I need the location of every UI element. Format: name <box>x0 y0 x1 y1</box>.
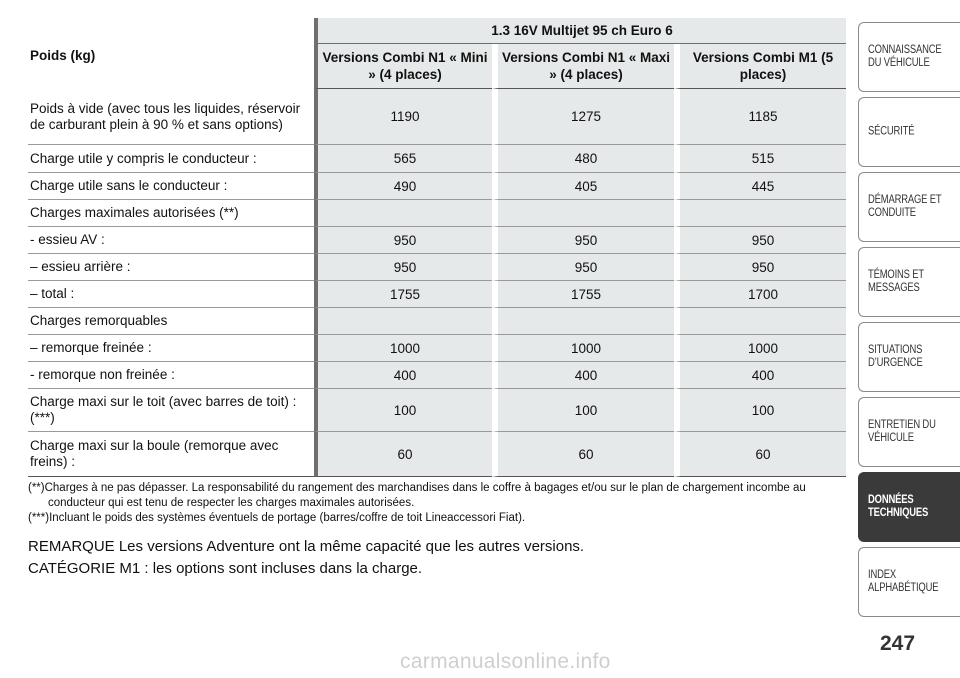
table-row <box>28 362 846 389</box>
footnote-charges-max: (**)Charges à ne pas dépasser. La responsabilité du rangement des marchandises dans le coffre à bagages et/ou sur le plan de chargement incombe au conducteur qui est tenu de respecter les charges maximales autorisées. <box>28 482 806 509</box>
row-label: Charge maxi sur la boule (remorque avec freins) : <box>28 432 314 477</box>
row-value-col1 <box>314 200 492 227</box>
chapter-sidebar <box>858 22 960 622</box>
table-row <box>28 200 846 227</box>
row-value-col3 <box>674 308 846 335</box>
row-value-col1: 1190 <box>314 89 492 145</box>
row-label: Charge maxi sur le toit (avec barres de toit) : (***) <box>28 389 314 432</box>
row-value-col3: 515 <box>674 145 846 173</box>
row-label: – remorque freinée : <box>28 335 314 362</box>
chapter-tab-label: DONNÉES TECHNIQUES <box>868 494 929 519</box>
table-row <box>28 227 846 254</box>
column-header-m1: Versions Combi M1 (5 places) <box>674 44 846 89</box>
chapter-tab[interactable] <box>858 172 960 242</box>
engine-header: 1.3 16V Multijet 95 ch Euro 6 <box>314 18 846 44</box>
row-value-col2: 480 <box>492 145 674 173</box>
column-header-n1-mini: Versions Combi N1 « Mini » (4 places) <box>314 44 492 89</box>
chapter-tab-label: TÉMOINS ET MESSAGES <box>868 269 924 294</box>
row-value-col2: 950 <box>492 254 674 281</box>
row-label: - essieu AV : <box>28 227 314 254</box>
row-value-col2: 405 <box>492 173 674 200</box>
row-value-col2: 1275 <box>492 89 674 145</box>
table-row <box>28 432 846 477</box>
chapter-tab[interactable] <box>858 22 960 92</box>
row-value-col3: 1185 <box>674 89 846 145</box>
row-value-col3: 445 <box>674 173 846 200</box>
row-label: Charges remorquables <box>28 308 314 335</box>
page-number: 247 <box>880 632 916 655</box>
weights-table <box>28 18 846 477</box>
table-row <box>28 308 846 335</box>
row-value-col1: 490 <box>314 173 492 200</box>
row-value-col2: 100 <box>492 389 674 432</box>
watermark: carmanualsonline.info <box>400 650 611 673</box>
table-row <box>28 173 846 200</box>
row-value-col3: 100 <box>674 389 846 432</box>
chapter-tab-label: SITUATIONS D’URGENCE <box>868 344 923 369</box>
row-value-col1: 565 <box>314 145 492 173</box>
chapter-tab[interactable] <box>858 547 960 617</box>
row-value-col3: 400 <box>674 362 846 389</box>
row-value-col3 <box>674 200 846 227</box>
chapter-tab[interactable] <box>858 472 960 542</box>
row-value-col2: 60 <box>492 432 674 477</box>
row-value-col3: 950 <box>674 254 846 281</box>
chapter-tab-label: CONNAISSANCE DU VÉHICULE <box>868 44 942 69</box>
remarks <box>28 536 848 580</box>
row-value-col1: 100 <box>314 389 492 432</box>
row-label: - remorque non freinée : <box>28 362 314 389</box>
remark-category-m1: CATÉGORIE M1 : les options sont incluses dans la charge. <box>28 560 423 577</box>
row-value-col2: 1755 <box>492 281 674 308</box>
row-value-col2 <box>492 308 674 335</box>
table-row <box>28 254 846 281</box>
table-corner-label: Poids (kg) <box>30 48 96 63</box>
manual-page-content <box>28 18 848 580</box>
table-row <box>28 335 846 362</box>
row-label: – total : <box>28 281 314 308</box>
remark-adventure: REMARQUE Les versions Adventure ont la même capacité que les autres versions. <box>28 538 585 555</box>
row-value-col3: 60 <box>674 432 846 477</box>
row-value-col1: 1755 <box>314 281 492 308</box>
footnote-portage: (***)Incluant le poids des systèmes éventuels de portage (barres/coffre de toit Lineaccessori Fiat). <box>28 512 526 524</box>
row-label: – essieu arrière : <box>28 254 314 281</box>
row-label: Charge utile sans le conducteur : <box>28 173 314 200</box>
row-value-col2: 1000 <box>492 335 674 362</box>
row-value-col1 <box>314 308 492 335</box>
chapter-tab[interactable] <box>858 97 960 167</box>
row-value-col3: 1700 <box>674 281 846 308</box>
row-value-col1: 950 <box>314 227 492 254</box>
chapter-tab-label: SÉCURITÉ <box>868 125 915 138</box>
chapter-tab-label: ENTRETIEN DU VÉHICULE <box>868 419 936 444</box>
chapter-tab[interactable] <box>858 322 960 392</box>
row-value-col3: 1000 <box>674 335 846 362</box>
row-value-col1: 60 <box>314 432 492 477</box>
table-row <box>28 89 846 145</box>
chapter-tab[interactable] <box>858 397 960 467</box>
column-header-n1-maxi: Versions Combi N1 « Maxi » (4 places) <box>492 44 674 89</box>
row-value-col1: 950 <box>314 254 492 281</box>
table-row <box>28 389 846 432</box>
row-value-col2: 950 <box>492 227 674 254</box>
chapter-tab-label: DÉMARRAGE ET CONDUITE <box>868 194 942 219</box>
row-label: Charge utile y compris le conducteur : <box>28 145 314 173</box>
row-label: Poids à vide (avec tous les liquides, réservoir de carburant plein à 90 % et sans options) <box>28 89 314 145</box>
row-label: Charges maximales autorisées (**) <box>28 200 314 227</box>
row-value-col2 <box>492 200 674 227</box>
table-row <box>28 145 846 173</box>
row-value-col1: 1000 <box>314 335 492 362</box>
footnotes <box>28 481 848 526</box>
row-value-col3: 950 <box>674 227 846 254</box>
table-row <box>28 281 846 308</box>
row-value-col2: 400 <box>492 362 674 389</box>
chapter-tab[interactable] <box>858 247 960 317</box>
row-value-col1: 400 <box>314 362 492 389</box>
chapter-tab-label: INDEX ALPHABÉTIQUE <box>868 569 939 594</box>
